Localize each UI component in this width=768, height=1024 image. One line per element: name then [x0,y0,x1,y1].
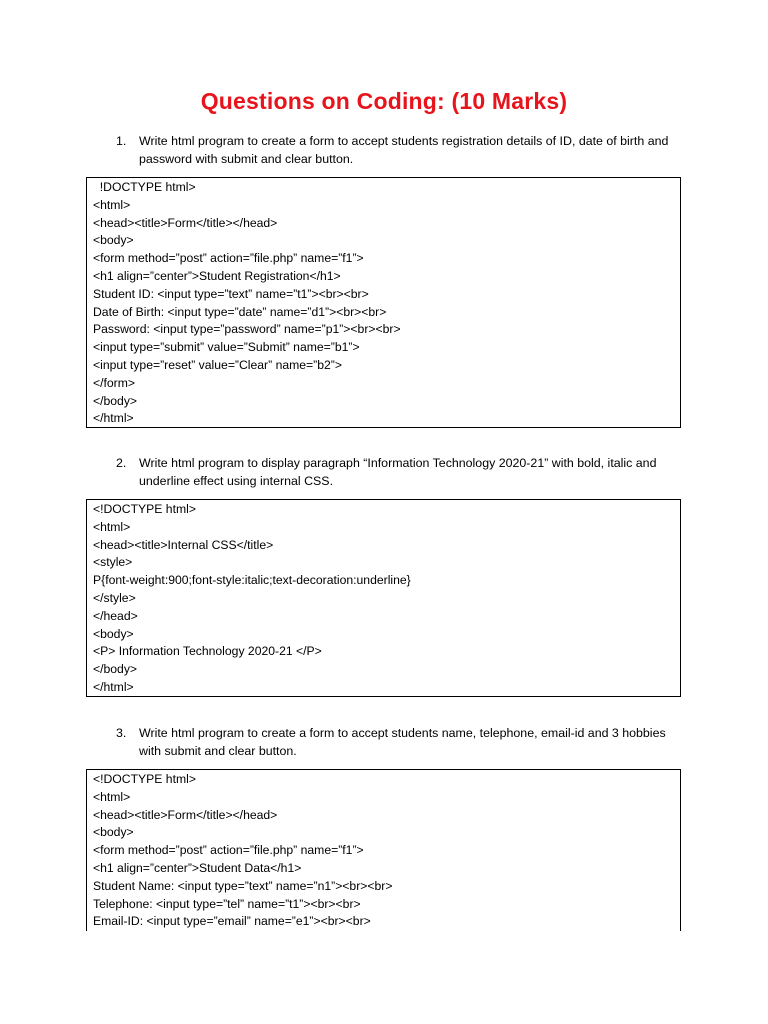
code-line: </form> [93,375,135,390]
code-line: P{font-weight:900;font-style:italic;text-decoration:underline} [93,573,411,588]
code-line: !DOCTYPE html> [93,180,196,194]
question-number: 3. [116,726,127,740]
code-line: </head> [93,608,138,623]
code-box-1 [86,177,681,428]
code-line: <h1 align=”center”>Student Data</h1> [93,860,302,875]
code-line: <h1 align=”center”>Student Registration</h1> [93,268,341,283]
question-number: 1. [116,134,127,148]
question-1 [116,133,676,168]
question-text: Write html program to create a form to accept students name, telephone, email-id and 3 hobbies with submit and clear button. [139,726,666,758]
code-box-3 [86,769,681,931]
code-line: <body> [93,626,134,641]
code-line: <!DOCTYPE html> [93,772,196,786]
code-line: </html> [93,411,134,426]
code-line: <html> [93,789,131,804]
code-line: <input type=”reset” value=”Clear” name=”b2”> [93,357,342,372]
code-line: </body> [93,662,138,677]
code-line: <form method=”post” action=”file.php” name=”f1”> [93,251,364,266]
code-line: <style> [93,555,133,570]
code-line: <html> [93,519,131,534]
code-line: </html> [93,679,134,694]
page-title: Questions on Coding: (10 Marks) [200,88,568,114]
code-line: <head><title>Form</title></head> [93,215,278,230]
code-line: <P> Information Technology 2020-21 </P> [93,644,322,659]
code-box-2 [86,499,681,697]
code-line: <html> [93,197,131,212]
code-line: </style> [93,590,136,605]
code-line: Password: <input type=”password” name=”p1”><br><br> [93,322,401,337]
question-number: 2. [116,456,127,470]
code-line: Telephone: <input type=”tel” name=”t1”><br><br> [93,896,361,911]
question-3 [116,725,676,760]
code-line: <!DOCTYPE html> [93,502,196,516]
code-line: <input type=”submit” value=”Submit” name=”b1”> [93,340,360,355]
code-line: Student Name: <input type=”text” name=”n1”><br><br> [93,878,393,893]
question-text: Write html program to display paragraph “Information Technology 2020-21” with bold, italic and underline effect using internal CSS. [139,456,657,488]
code-line: <body> [93,825,134,840]
code-line: Student ID: <input type=”text” name=”t1”><br><br> [93,286,369,301]
code-line: <body> [93,233,134,248]
code-line: </body> [93,393,138,408]
code-line: <form method=”post” action=”file.php” name=”f1”> [93,843,364,858]
question-text: Write html program to create a form to accept students registration details of ID, date of birth and password with submit and clear button. [139,134,669,166]
code-line: Email-ID: <input type=”email” name=”e1”><br><br> [93,914,371,929]
question-2 [116,455,676,490]
code-line: Date of Birth: <input type=”date” name=”d1”><br><br> [93,304,387,319]
code-line: <head><title>Form</title></head> [93,807,278,822]
code-line: <head><title>Internal CSS</title> [93,537,274,552]
